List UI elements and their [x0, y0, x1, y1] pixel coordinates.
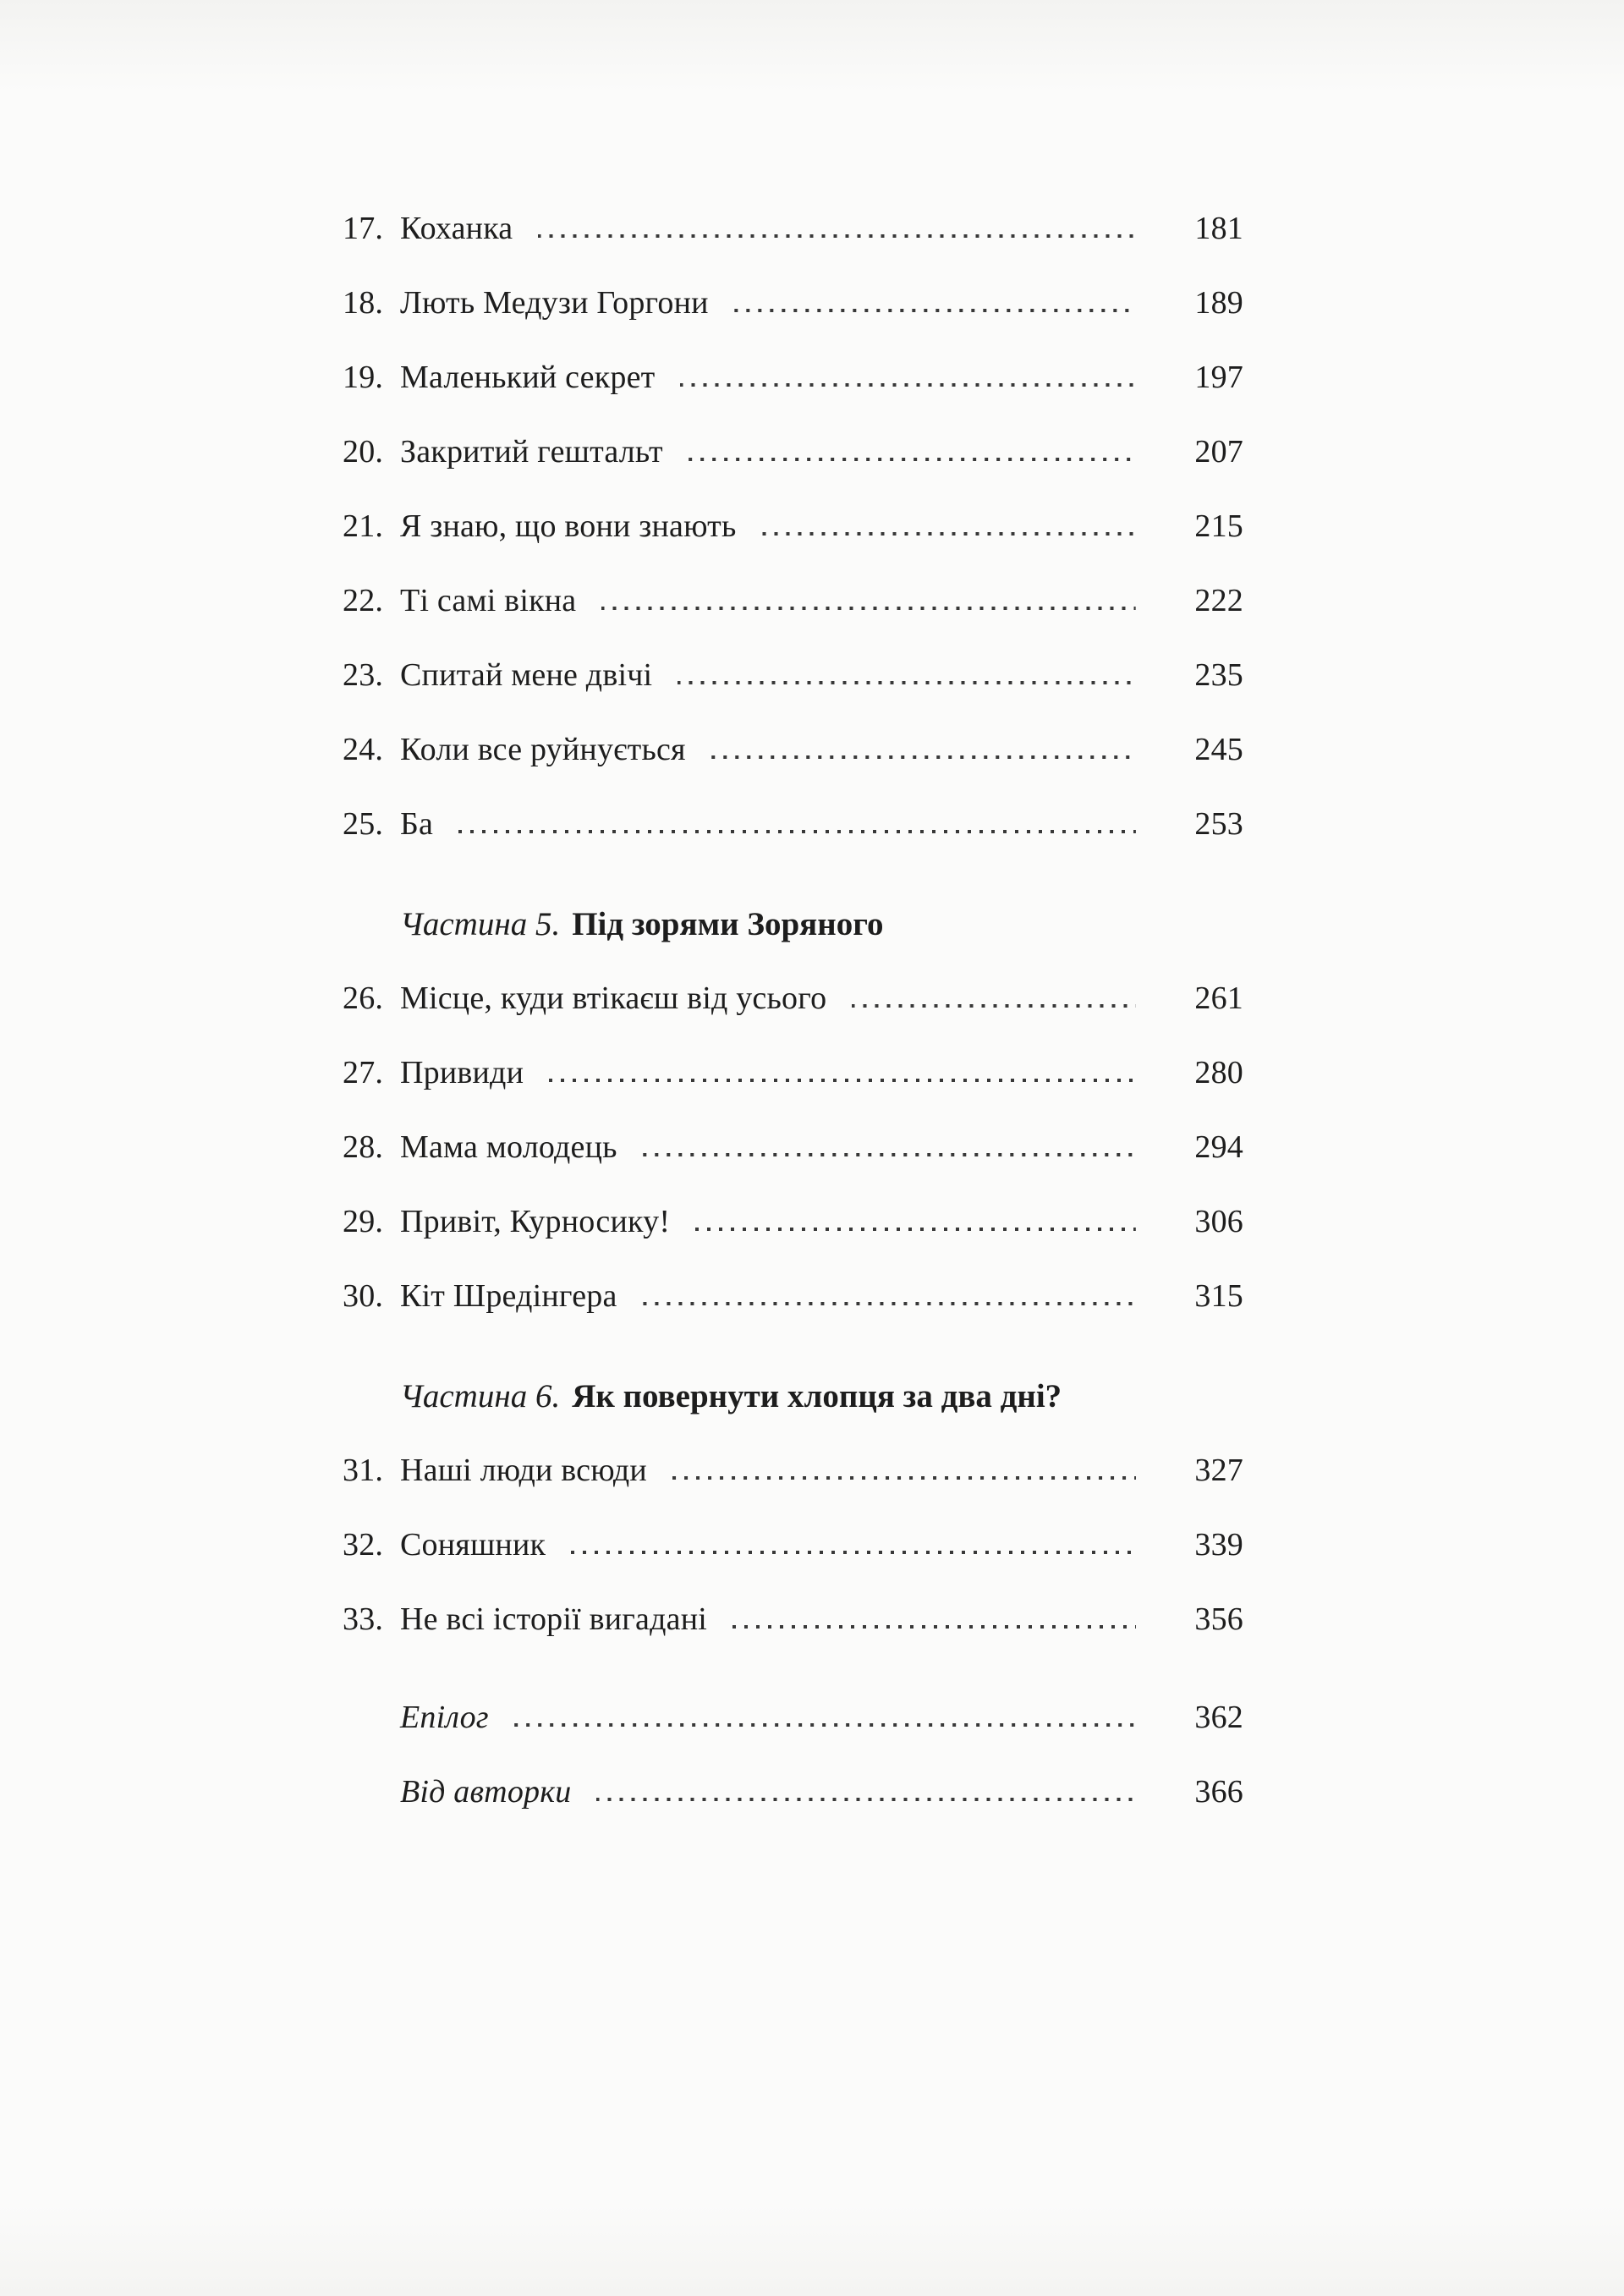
toc-entry [343, 1110, 1243, 1184]
toc-entry [343, 1035, 1243, 1110]
chapter-number: 19. [343, 360, 384, 395]
page-number: 366 [1194, 1774, 1243, 1810]
chapter-number: 18. [343, 285, 384, 321]
toc-entry [343, 266, 1243, 340]
page-number: 356 [1194, 1601, 1243, 1637]
dotted-leader [689, 458, 1136, 461]
dotted-leader [732, 1625, 1136, 1629]
toc-entry [343, 415, 1243, 489]
chapter-number: 30. [343, 1278, 384, 1314]
chapter-title: Привиди [400, 1055, 524, 1090]
chapter-number: 27. [343, 1055, 384, 1090]
dotted-leader [711, 755, 1136, 759]
page-number: 181 [1194, 211, 1243, 246]
dotted-leader [571, 1551, 1136, 1554]
chapter-title: Наші люди всюди [400, 1453, 647, 1488]
chapter-number: 25. [343, 806, 384, 842]
chapter-number: 22. [343, 583, 384, 618]
toc-entry-backmatter [343, 1680, 1243, 1755]
page-number: 362 [1194, 1700, 1243, 1735]
chapter-title: Коли все руйнується [400, 732, 686, 767]
chapter-title: Місце, куди втікаєш від усього [400, 980, 827, 1016]
part-label: Частина 5. [400, 905, 561, 942]
chapter-number: 28. [343, 1129, 384, 1165]
chapter-number: 32. [343, 1527, 384, 1563]
dotted-leader [680, 383, 1136, 387]
dotted-leader [695, 1228, 1136, 1231]
toc-entry [343, 961, 1243, 1035]
dotted-leader [734, 309, 1136, 312]
chapter-number: 26. [343, 980, 384, 1016]
dotted-leader [672, 1476, 1136, 1480]
dotted-leader [852, 1004, 1136, 1008]
chapter-title: Мама молодець [400, 1129, 617, 1165]
dotted-leader [678, 681, 1136, 684]
dotted-leader [549, 1079, 1136, 1082]
toc-entry [343, 563, 1243, 638]
toc-entry [343, 340, 1243, 415]
page-number: 197 [1194, 360, 1243, 395]
chapter-number: 20. [343, 434, 384, 470]
dotted-leader [762, 532, 1137, 536]
chapter-title: Кіт Шредінгера [400, 1278, 617, 1314]
dotted-leader [514, 1723, 1136, 1727]
dotted-leader [458, 830, 1136, 833]
backmatter-title: Епілог [400, 1700, 489, 1735]
page-number: 261 [1194, 980, 1243, 1016]
page-number: 215 [1194, 508, 1243, 544]
dotted-leader [601, 607, 1136, 610]
chapter-title: Ті самі вікна [400, 583, 577, 618]
page-number: 207 [1194, 434, 1243, 470]
chapter-title: Спитай мене двічі [400, 657, 653, 693]
chapter-number: 29. [343, 1204, 384, 1239]
chapter-title: Не всі історії вигадані [400, 1601, 708, 1637]
toc-entry [343, 1433, 1243, 1508]
page-number: 327 [1194, 1453, 1243, 1488]
toc-entry [343, 712, 1243, 787]
chapter-title: Ба [400, 806, 434, 842]
chapter-number: 17. [343, 211, 384, 246]
toc-entry [343, 1184, 1243, 1259]
toc-entry [343, 489, 1243, 563]
part-label: Частина 6. [400, 1377, 561, 1414]
chapter-title: Лють Медузи Горгони [400, 285, 709, 321]
page-number: 253 [1194, 806, 1243, 842]
part-title: Під зорями Зоряного [572, 905, 884, 942]
toc-entry [343, 1259, 1243, 1333]
chapter-title: Закритий гештальт [400, 434, 663, 470]
toc-entry [343, 191, 1243, 266]
page-number: 245 [1194, 732, 1243, 767]
backmatter-title: Від авторки [400, 1774, 572, 1810]
part-header [343, 1359, 1243, 1433]
chapter-title: Я знаю, що вони знають [400, 508, 737, 544]
chapter-number: 31. [343, 1453, 384, 1488]
chapter-title: Привіт, Курносику! [400, 1204, 671, 1239]
toc-entry [343, 1508, 1243, 1582]
toc-entry [343, 1582, 1243, 1656]
dotted-leader [538, 234, 1136, 238]
page-number: 222 [1194, 583, 1243, 618]
toc-entry [343, 638, 1243, 712]
chapter-number: 21. [343, 508, 384, 544]
page-number: 189 [1194, 285, 1243, 321]
page-number: 280 [1194, 1055, 1243, 1090]
page-number: 306 [1194, 1204, 1243, 1239]
part-header [343, 887, 1243, 961]
dotted-leader [596, 1798, 1136, 1801]
page-number: 294 [1194, 1129, 1243, 1165]
dotted-leader [643, 1153, 1136, 1156]
page-number: 339 [1194, 1527, 1243, 1563]
chapter-number: 23. [343, 657, 384, 693]
chapter-title: Коханка [400, 211, 513, 246]
page-number: 235 [1194, 657, 1243, 693]
dotted-leader [643, 1302, 1136, 1305]
chapter-title: Соняшник [400, 1527, 546, 1563]
chapter-number: 33. [343, 1601, 384, 1637]
chapter-number: 24. [343, 732, 384, 767]
chapter-title: Маленький секрет [400, 360, 656, 395]
part-title: Як повернути хлопця за два дні? [572, 1377, 1062, 1414]
toc-entry [343, 787, 1243, 861]
page-number: 315 [1194, 1278, 1243, 1314]
toc-entry-backmatter [343, 1755, 1243, 1829]
